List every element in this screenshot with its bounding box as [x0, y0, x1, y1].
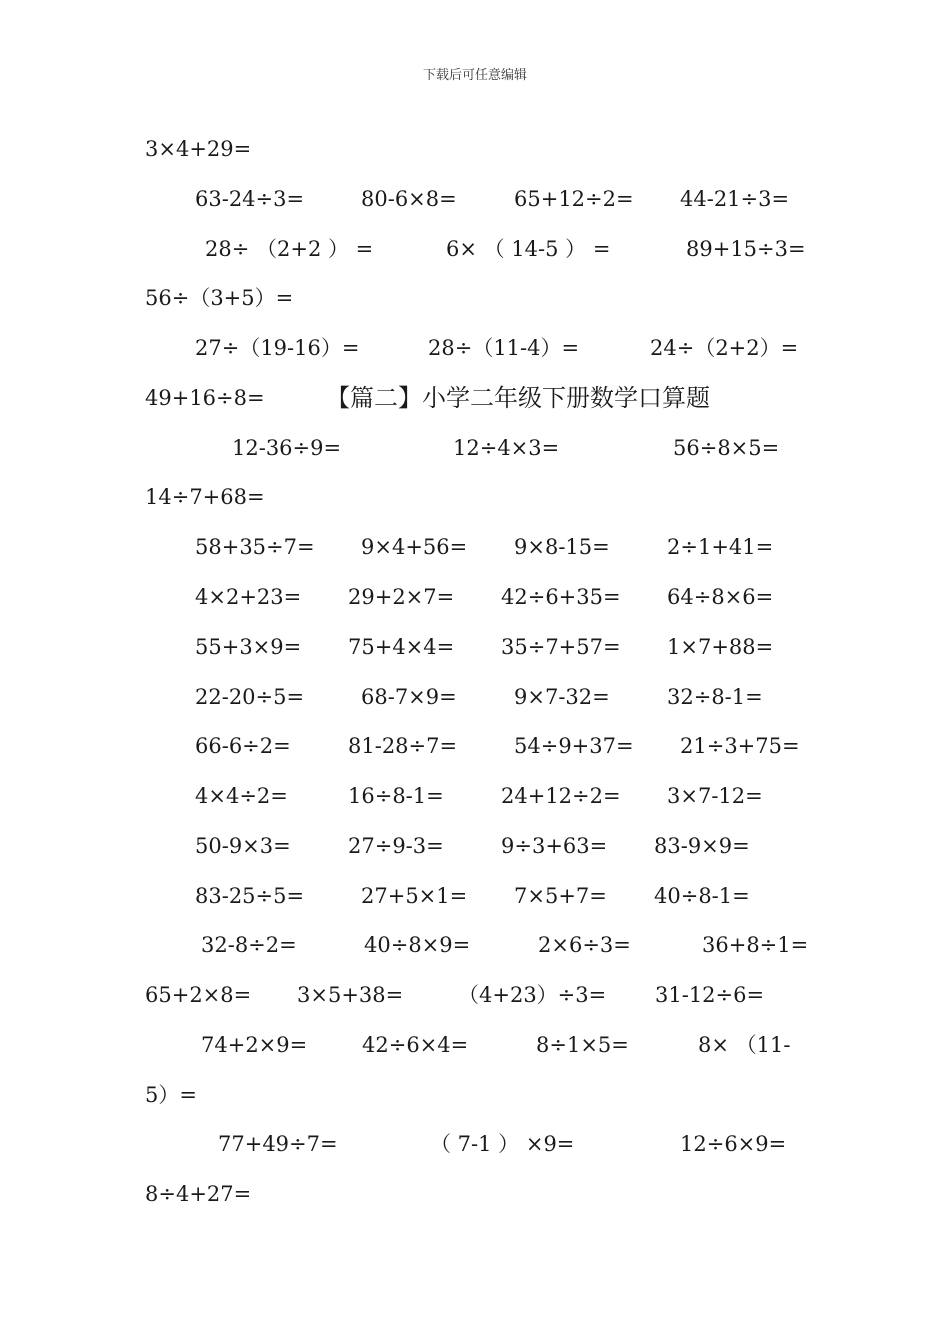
math-problem: 83-25÷5=	[195, 884, 305, 908]
math-problem: 28÷（11-4）=	[428, 336, 580, 360]
math-problem: 36+8÷1=	[702, 933, 809, 957]
math-problem: 27÷9-3=	[348, 834, 444, 858]
problem-row	[0, 383, 950, 413]
problem-row	[0, 980, 950, 1010]
problem-row	[0, 1179, 950, 1209]
math-problem: 6× （ 14-5 ） =	[446, 237, 611, 261]
page-header: 下载后可任意编辑	[422, 68, 527, 83]
math-problem: 89+15÷3=	[686, 237, 806, 261]
math-problem: 27÷（19-16）=	[195, 336, 360, 360]
math-problem: 12-36÷9=	[232, 436, 342, 460]
math-problem: 4×4÷2=	[195, 784, 288, 808]
math-problem: 44-21÷3=	[680, 187, 790, 211]
math-problem: 8÷1×5=	[536, 1033, 629, 1057]
math-problem: 40÷8-1=	[654, 884, 750, 908]
math-problem: 24÷（2+2）=	[650, 336, 799, 360]
math-problem: 35÷7+57=	[501, 635, 621, 659]
math-problem: 63-24÷3=	[195, 187, 305, 211]
problem-row	[0, 283, 950, 313]
math-problem: 74+2×9=	[201, 1033, 308, 1057]
math-problem: 29+2×7=	[348, 585, 455, 609]
problem-row	[0, 731, 950, 761]
math-problem: 3×7-12=	[667, 784, 763, 808]
math-problem: 66-6÷2=	[195, 734, 291, 758]
math-problem: 32÷8-1=	[667, 685, 763, 709]
math-problem: 56÷（3+5）=	[145, 286, 294, 310]
math-problem: 9×7-32=	[514, 685, 610, 709]
math-problem: 42÷6×4=	[362, 1033, 469, 1057]
math-problem: 7×5+7=	[514, 884, 607, 908]
math-problem: 75+4×4=	[348, 635, 455, 659]
problem-row	[0, 831, 950, 861]
math-problem: 22-20÷5=	[195, 685, 305, 709]
math-problem: 56÷8×5=	[673, 436, 780, 460]
math-problem: 32-8÷2=	[201, 933, 297, 957]
problem-row	[0, 881, 950, 911]
math-problem: 65+2×8=	[145, 983, 252, 1007]
math-problem: 77+49÷7=	[218, 1132, 338, 1156]
math-problem: 1×7+88=	[667, 635, 774, 659]
math-problem: 58+35÷7=	[195, 535, 315, 559]
math-problem: 81-28÷7=	[348, 734, 458, 758]
math-problem: （4+23）÷3=	[458, 983, 607, 1007]
math-problem: 49+16÷8=	[145, 386, 265, 410]
problem-row	[0, 781, 950, 811]
math-problem: 55+3×9=	[195, 635, 302, 659]
problem-row	[0, 582, 950, 612]
math-problem: 3×4+29=	[145, 137, 252, 161]
math-problem: 68-7×9=	[361, 685, 457, 709]
problem-row	[0, 234, 950, 264]
math-problem: 9×8-15=	[514, 535, 610, 559]
math-problem: 8÷4+27=	[145, 1182, 252, 1206]
math-problem: 8× （11-	[698, 1033, 791, 1057]
section-heading: 【篇二】小学二年级下册数学口算题	[326, 384, 710, 412]
problem-row	[0, 632, 950, 662]
math-problem: 5）=	[145, 1083, 197, 1107]
math-problem: 27+5×1=	[361, 884, 468, 908]
math-problem: 83-9×9=	[654, 834, 750, 858]
math-problem: 4×2+23=	[195, 585, 302, 609]
math-problem: 31-12÷6=	[655, 983, 765, 1007]
problem-row	[0, 682, 950, 712]
math-problem: 21÷3+75=	[680, 734, 800, 758]
math-problem: 80-6×8=	[361, 187, 457, 211]
problem-row	[0, 482, 950, 512]
math-problem: 12÷4×3=	[453, 436, 560, 460]
math-problem: 40÷8×9=	[364, 933, 471, 957]
math-problem: 16÷8-1=	[348, 784, 444, 808]
problem-row	[0, 1080, 950, 1110]
math-problem: 50-9×3=	[195, 834, 291, 858]
math-problem: 2÷1+41=	[667, 535, 774, 559]
problem-row	[0, 433, 950, 463]
math-problem: 54÷9+37=	[514, 734, 634, 758]
math-problem: 9×4+56=	[361, 535, 468, 559]
problem-row	[0, 333, 950, 363]
problem-row	[0, 1030, 950, 1060]
problem-row	[0, 184, 950, 214]
math-problem: （ 7-1 ） ×9=	[430, 1132, 575, 1156]
math-problem: 42÷6+35=	[501, 585, 621, 609]
math-problem: 3×5+38=	[297, 983, 404, 1007]
problem-row	[0, 1129, 950, 1159]
math-problem: 12÷6×9=	[680, 1132, 787, 1156]
math-problem: 64÷8×6=	[667, 585, 774, 609]
problem-row	[0, 930, 950, 960]
math-problem: 24+12÷2=	[501, 784, 621, 808]
math-problem: 9÷3+63=	[501, 834, 608, 858]
problem-row	[0, 134, 950, 164]
math-problem: 14÷7+68=	[145, 485, 265, 509]
math-problem: 65+12÷2=	[514, 187, 634, 211]
math-problem: 2×6÷3=	[538, 933, 631, 957]
math-problem: 28÷ （2+2 ） =	[205, 237, 374, 261]
problem-row	[0, 532, 950, 562]
